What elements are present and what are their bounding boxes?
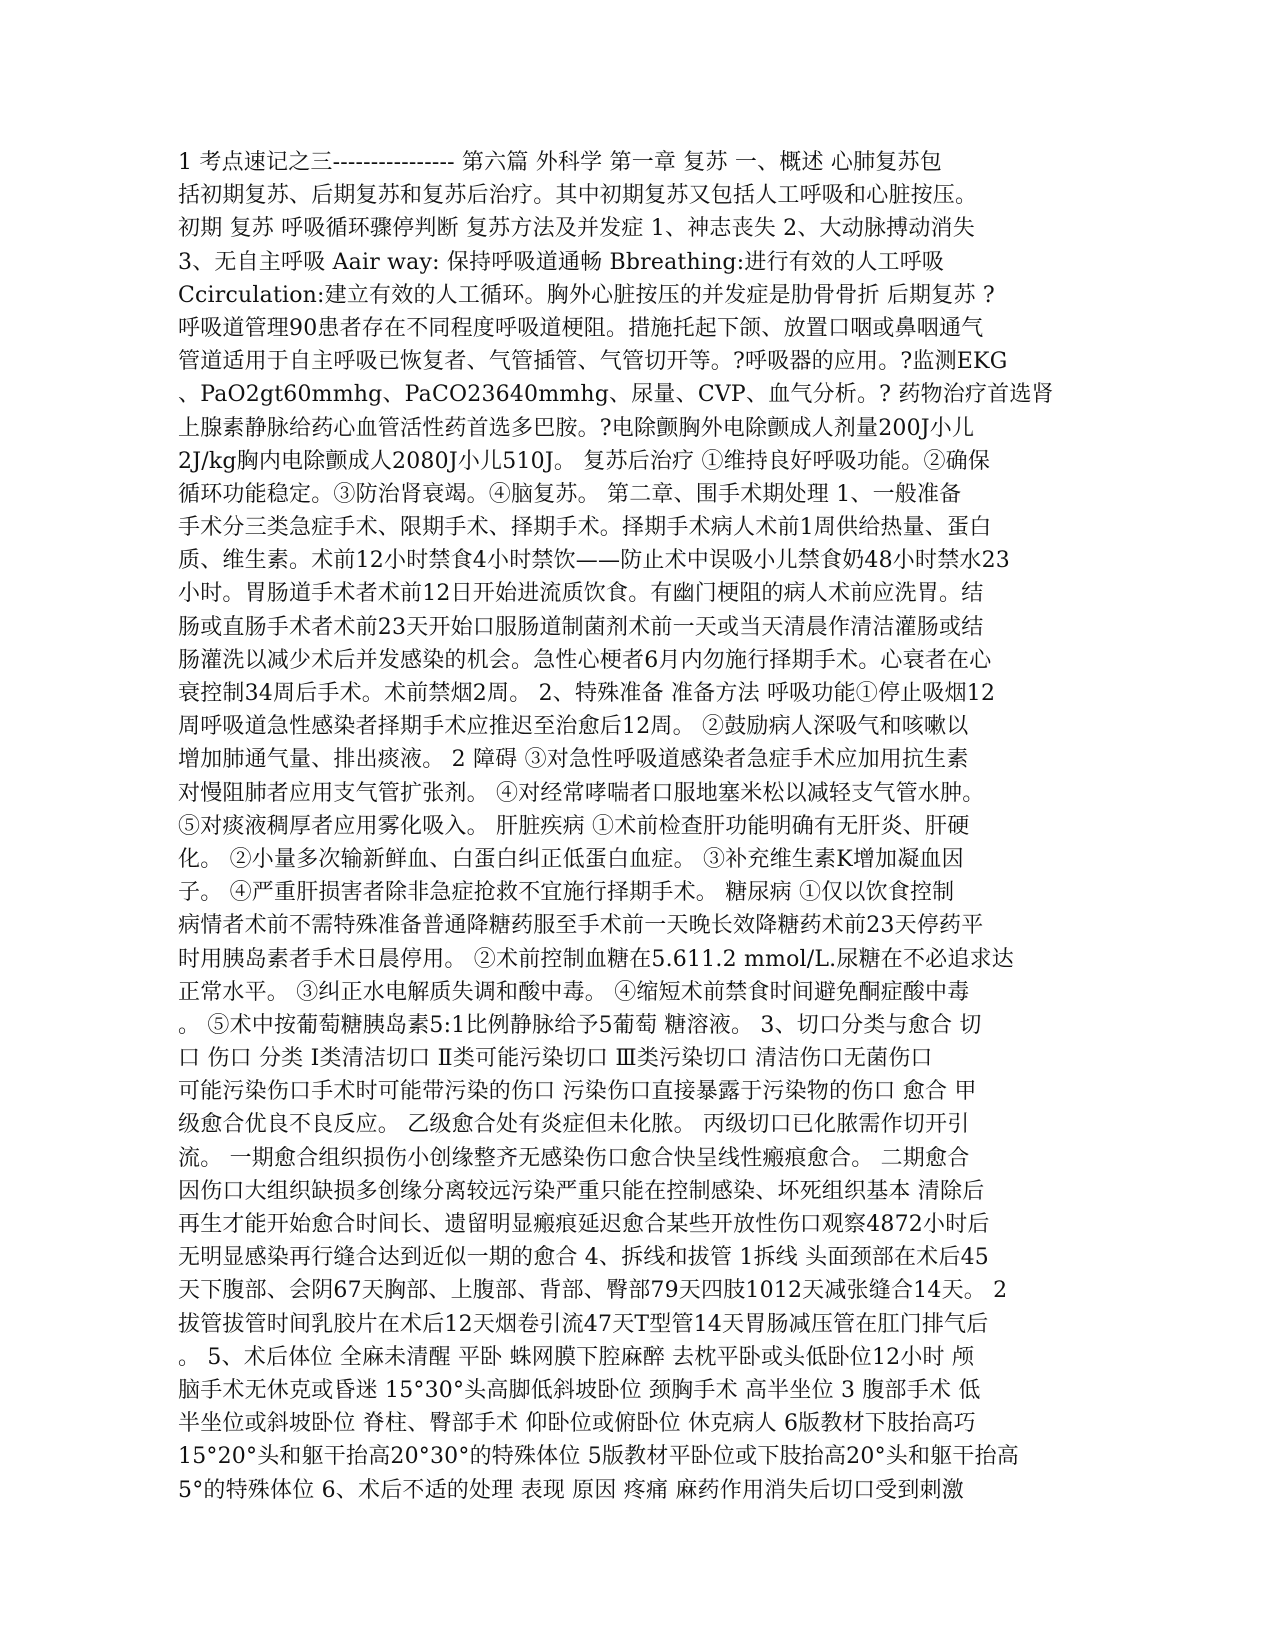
- text-line: 因伤口大组织缺损多创缘分离较远污染严重只能在控制感染、坏死组织基本 清除后: [178, 1178, 985, 1204]
- text-line: 质、维生素。术前12小时禁食4小时禁饮——防止术中误吸小儿禁食奶48小时禁水23: [178, 548, 1010, 574]
- text-line: 循环功能稳定。③防治肾衰竭。④脑复苏。 第二章、围手术期处理 1、一般准备: [178, 481, 962, 507]
- text-line: 天下腹部、会阴67天胸部、上腹部、背部、臀部79天四肢1012天减张缝合14天。 2: [178, 1278, 1008, 1304]
- text-line: 流。 一期愈合组织损伤小创缘整齐无感染伤口愈合快呈线性瘢痕愈合。 二期愈合: [178, 1145, 970, 1171]
- text-line: 衰控制34周后手术。术前禁烟2周。 2、特殊准备 准备方法 呼吸功能①停止吸烟12: [178, 681, 996, 706]
- text-line: 肠或直肠手术者术前23天开始口服肠道制菌剂术前一天或当天清晨作清洁灌肠或结: [178, 614, 984, 640]
- text-line: 正常水平。 ③纠正水电解质失调和酸中毒。 ④缩短术前禁食时间避免酮症酸中毒: [178, 979, 970, 1005]
- text-line: 半坐位或斜坡卧位 脊柱、臀部手术 仰卧位或俯卧位 休克病人 6版教材下肢抬高巧: [178, 1411, 976, 1437]
- text-line: 括初期复苏、后期复苏和复苏后治疗。其中初期复苏又包括人工呼吸和心脏按压。: [178, 183, 978, 209]
- text-line: 级愈合优良不良反应。 乙级愈合处有炎症但未化脓。 丙级切口已化脓需作切开引: [178, 1112, 970, 1138]
- text-line: 病情者术前不需特殊准备普通降糖药服至手术前一天晚长效降糖药术前23天停药平: [178, 913, 984, 939]
- text-line: 、PaO2gt60mmhg、PaCO23640mmhg、尿量、CVP、血气分析。? 药物治疗首选肾: [178, 382, 1054, 408]
- text-line: 初期 复苏 呼吸循环骤停判断 复苏方法及并发症 1、神志丧失 2、大动脉搏动消失: [178, 216, 975, 242]
- text-line: 化。 ②小量多次输新鲜血、白蛋白纠正低蛋白血症。 ③补充维生素K增加凝血因: [178, 846, 964, 872]
- text-line: 1 考点速记之三---------------- 第六篇 外科学 第一章 复苏 一、概述 心肺复苏包: [178, 150, 942, 175]
- text-line: 小时。胃肠道手术者术前12日开始进流质饮食。有幽门梗阻的病人术前应洗胃。结: [178, 581, 984, 607]
- text-line: 管道适用于自主呼吸已恢复者、气管插管、气管切开等。?呼吸器的应用。?监测EKG: [178, 349, 1008, 375]
- text-line: 3、无自主呼吸 Aair way: 保持呼吸道通畅 Bbreathing:进行有效的人工呼吸: [178, 249, 945, 275]
- text-line: 呼吸道管理90患者存在不同程度呼吸道梗阻。措施托起下颌、放置口咽或鼻咽通气: [178, 315, 984, 341]
- text-line: 周呼吸道急性感染者择期手术应推迟至治愈后12周。 ②鼓励病人深吸气和咳嗽以: [178, 714, 969, 740]
- text-line: 时用胰岛素者手术日晨停用。 ②术前控制血糖在5.611.2 mmol/L.尿糖在不必追求达: [178, 946, 1014, 972]
- text-line: ⑤对痰液稠厚者应用雾化吸入。 肝脏疾病 ①术前检查肝功能明确有无肝炎、肝硬: [178, 813, 970, 839]
- text-line: 拔管拔管时间乳胶片在术后12天烟卷引流47天T型管14天胃肠减压管在肛门排气后: [178, 1311, 989, 1337]
- text-line: 增加肺通气量、排出痰液。 2 障碍 ③对急性呼吸道感染者急症手术应加用抗生素: [178, 747, 969, 773]
- text-line: 。 ⑤术中按葡萄糖胰岛素5:1比例静脉给予5葡萄 糖溶液。 3、切口分类与愈合 切: [178, 1012, 982, 1038]
- text-line: 脑手术无休克或昏迷 15°30°头高脚低斜坡卧位 颈胸手术 高半坐位 3 腹部手术 低: [178, 1377, 981, 1403]
- text-line: 手术分三类急症手术、限期手术、择期手术。择期手术病人术前1周供给热量、蛋白: [178, 515, 992, 541]
- text-line: Ccirculation:建立有效的人工循环。胸外心脏按压的并发症是肋骨骨折 后期复苏 ?: [178, 282, 995, 308]
- text-line: 再生才能开始愈合时间长、遗留明显瘢痕延迟愈合某些开放性伤口观察4872小时后: [178, 1212, 990, 1237]
- text-line: 无明显感染再行缝合达到近似一期的愈合 4、拆线和拔管 1拆线 头面颈部在术后45: [178, 1245, 989, 1271]
- text-line: 上腺素静脉给药心血管活性药首选多巴胺。?电除颤胸外电除颤成人剂量200J小儿: [178, 415, 975, 441]
- text-line: 。 5、术后体位 全麻未清醒 平卧 蛛网膜下腔麻醉 去枕平卧或头低卧位12小时 颅: [178, 1344, 975, 1370]
- text-line: 15°20°头和躯干抬高20°30°的特殊体位 5版教材平卧位或下肢抬高20°头和躯干抬高: [178, 1444, 1019, 1470]
- text-line: 2J/kg胸内电除颤成人2080J小儿510J。 复苏后治疗 ①维持良好呼吸功能。②确保: [178, 448, 991, 474]
- text-line: 可能污染伤口手术时可能带污染的伤口 污染伤口直接暴露于污染物的伤口 愈合 甲: [178, 1079, 977, 1105]
- text-line: 对慢阻肺者应用支气管扩张剂。 ④对经常哮喘者口服地塞米松以减轻支气管水肿。: [178, 780, 985, 806]
- document-body: [178, 146, 1083, 1507]
- text-line: 子。 ④严重肝损害者除非急症抢救不宜施行择期手术。 糖尿病 ①仅以饮食控制: [178, 880, 955, 906]
- text-line: 肠灌洗以减少术后并发感染的机会。急性心梗者6月内勿施行择期手术。心衰者在心: [178, 647, 992, 673]
- text-line: 口 伤口 分类 I类清洁切口 Ⅱ类可能污染切口 Ⅲ类污染切口 清洁伤口无菌伤口: [178, 1046, 933, 1072]
- text-line: 5°的特殊体位 6、术后不适的处理 表现 原因 疼痛 麻药作用消失后切口受到刺激: [178, 1477, 964, 1503]
